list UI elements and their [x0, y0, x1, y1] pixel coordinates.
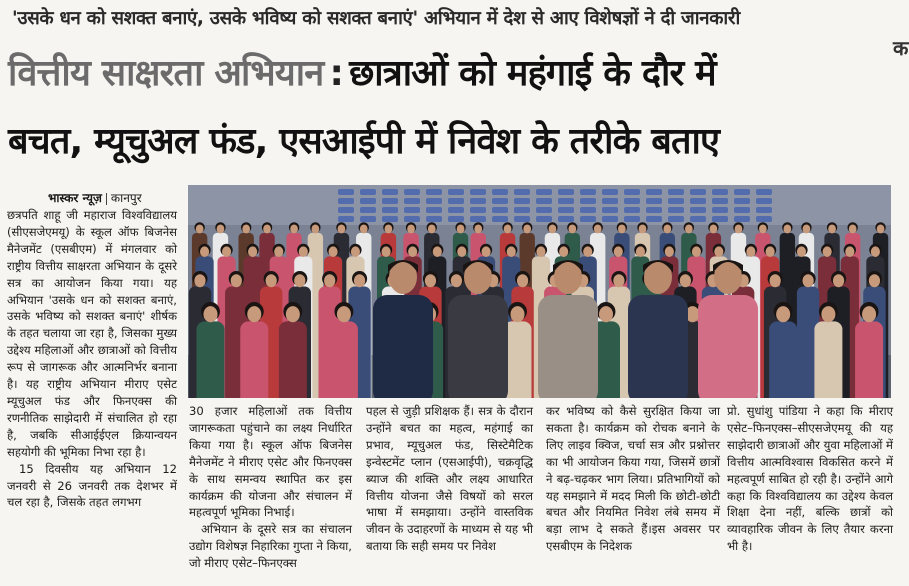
- edge-fragment: क: [893, 36, 909, 60]
- article-column-5: [727, 403, 893, 555]
- group-photo-icon: [188, 185, 891, 398]
- headline-kicker-word: वित्तीय साक्षरता अभियान: [8, 53, 324, 94]
- paragraph: अभियान के दूसरे सत्र का संचालन उद्योग विशेषज्ञ निहारिका गुप्ता ने किया, जो मीराए एसेट–फिनएक्स: [189, 522, 352, 571]
- paragraph: 30 हजार महिलाओं तक वित्तीय जागरूकता पहुंचाने का लक्ष्य निर्धारित किया गया है। स्कूल ऑफ बिजनेस मैनेजमेंट ने मीराए एसेट और फिनएक्स के साथ समन्वय स्थापित कर इस कार्यक्रम की योजना और संचालन में महत्वपूर्ण भूमिका निभाई।: [189, 404, 352, 520]
- paragraph: 15 दिवसीय यह अभियान 12 जनवरी से 26 जनवरी तक देशभर में चल रहा है, जिसके तहत लगभग: [7, 461, 177, 510]
- article-column-4: [546, 403, 720, 555]
- headline-separator: :: [329, 53, 344, 94]
- byline: [48, 189, 142, 206]
- headline-line-2: बचत, म्यूचुअल फंड, एसआईपी में निवेश के तरीके बताए: [8, 121, 720, 162]
- article-column-1: [7, 207, 177, 511]
- byline-divider: [106, 193, 107, 205]
- paragraph: प्रो. सुधांशु पांडिया ने कहा कि मीराए एसेट–फिनएक्स–सीएसजेएमयू की यह साझेदारी छात्राओं और युवा महिलाओं में वित्तीय आत्मविश्वास विकसित करने में महत्वपूर्ण साबित हो रही है। उन्होंने आगे कहा कि विश्वविद्यालय का उद्देश्य केवल शिक्षा देना नहीं, बल्कि छात्रों को व्यावहारिक जीवन के लिए तैयार करना भी है।: [727, 404, 893, 554]
- article-column-3: [366, 403, 533, 555]
- group-photo: [188, 185, 891, 398]
- paragraph: पहल से जुड़ी प्रशिक्षक हैं। सत्र के दौरान उन्होंने बचत का महत्व, महंगाई का प्रभाव, म्यूचुअल फंड, सिस्टेमैटिक इन्वेस्टमेंट प्लान (एसआईपी), चक्रवृद्धि ब्याज की शक्ति और लक्ष्य आधारित वित्तीय योजना जैसे विषयों को सरल भाषा में समझाया। उन्होंने वास्तविक जीवन के उदाहरणों के माध्यम से यह भी बताया कि सही समय पर निवेश: [366, 404, 533, 554]
- byline-source: भास्कर न्यूज़: [48, 191, 102, 205]
- kicker-headline: 'उसके धन को सशक्त बनाएं, उसके भविष्य को सशक्त बनाएं' अभियान में देश से आए विशेषज्ञों ने दी जानकारी: [12, 8, 740, 29]
- paragraph: कर भविष्य को कैसे सुरक्षित किया जा सकता है। कार्यक्रम को रोचक बनाने के लिए लाइव क्विज, चर्चा सत्र और प्रश्नोत्तर का भी आयोजन किया गया, जिसमें छात्रों ने बढ़-चढ़कर भाग लिया। प्रतिभागियों को यह समझाने में मदद मिली कि छोटी-छोटी बचत और नियमित निवेश लंबे समय में बड़ा लाभ दे सकते हैं।इस अवसर पर एसबीएम के निदेशक: [546, 404, 720, 554]
- paragraph: छत्रपति शाहू जी महाराज विश्वविद्यालय (सीएसजेएमयू) के स्कूल ऑफ बिजनेस मैनेजमेंट (एसबीएम) में मंगलवार को राष्ट्रीय वित्तीय साक्षरता अभियान के दूसरे सत्र का आयोजन किया गया। यह अभियान 'उसके धन को सशक्त बनाएं, उसके भविष्य को सशक्त बनाएं' शीर्षक के तहत चलाया जा रहा है, जिसका मुख्य उद्देश्य महिलाओं और छात्राओं को वित्तीय रूप से जागरूक और आत्मनिर्भर बनाना है। यह राष्ट्रीय अभियान मीराए एसेट म्यूचुअल फंड और फिनएक्स की रणनीतिक साझेदारी में संचालित हो रहा है, जबकि सीआईईएल क्रियान्वयन सहयोगी की भूमिका निभा रहा है।: [7, 208, 177, 459]
- headline-line-1: [8, 50, 904, 98]
- article-column-2: [189, 403, 352, 572]
- byline-place: कानपुर: [110, 191, 142, 205]
- headline-main: छात्राओं को महंगाई के दौर में: [349, 53, 716, 94]
